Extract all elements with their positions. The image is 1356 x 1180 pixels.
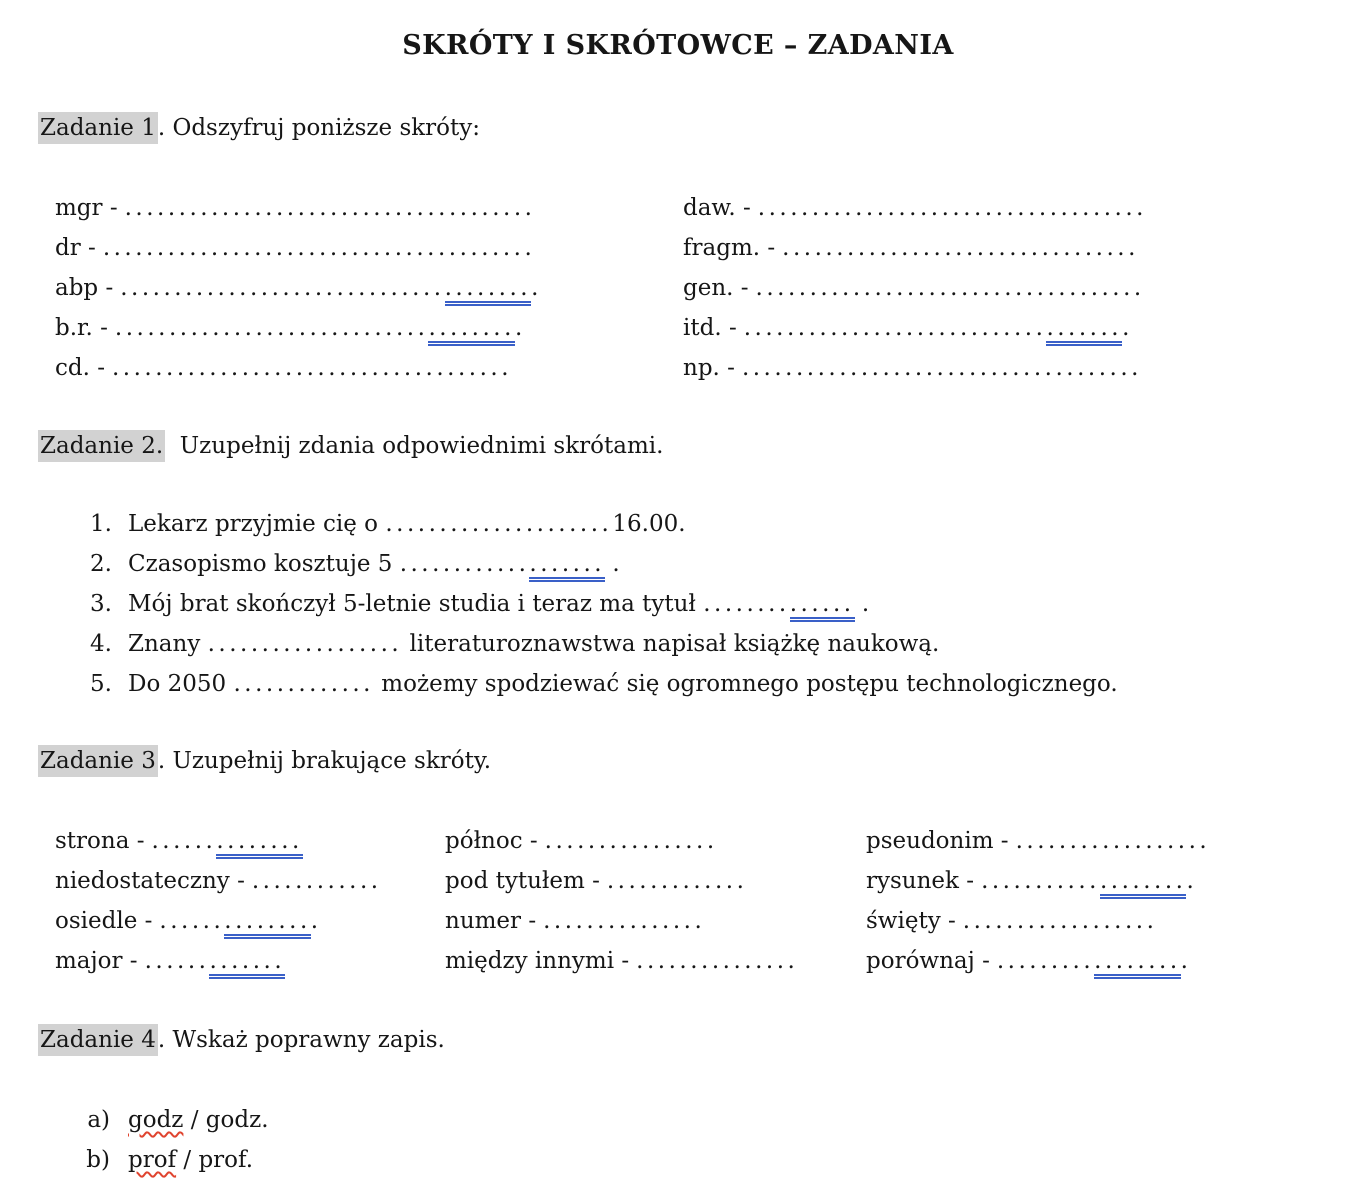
dotted-blank-tail: . (1122, 315, 1133, 341)
task4-label: Zadanie 4 (38, 1024, 158, 1056)
task3-column-3 (866, 821, 1210, 981)
page-title: SKRÓTY I SKRÓTOWCE – ZADANIA (402, 30, 954, 61)
choice-rest: / godz. (183, 1107, 269, 1133)
abbr-row-pod-tytulem (445, 861, 798, 901)
abbr-term: święty - (866, 908, 956, 934)
sentence-pre: Znany (128, 631, 208, 657)
dotted-blank: ..................... (385, 511, 613, 537)
sentence-post: literaturoznawstwa napisał książkę naukową. (402, 631, 940, 657)
task2-instruction: Uzupełnij zdania odpowiednimi skrótami. (165, 433, 664, 459)
task3-instruction: . Uzupełnij brakujące skróty. (157, 748, 492, 774)
choice-item-b (72, 1140, 269, 1180)
abbr-row-numer (445, 901, 798, 941)
dotted-blank: .................. (207, 631, 403, 657)
task3-column-1 (55, 821, 382, 981)
dotted-blank: ......... (996, 948, 1095, 974)
choice-rest: / prof. (176, 1147, 254, 1173)
dotted-blank: .................. (1015, 828, 1211, 854)
abbr-row-major (55, 941, 382, 981)
choice-text (128, 1100, 269, 1140)
abbr-term: major - (55, 948, 138, 974)
sentence-post: 16.00. (612, 511, 686, 537)
dotted-blank-grammar: ....... (529, 551, 605, 582)
item-letter: b) (86, 1147, 110, 1173)
dotted-blank-grammar: ........ (428, 315, 515, 346)
item-number: 3. (90, 591, 112, 617)
abbr-term: np. - (683, 355, 735, 381)
sentence (128, 624, 939, 664)
dotted-blank: .................................... (757, 195, 1147, 221)
abbr-row-br (55, 308, 542, 348)
abbr-row-strona (55, 821, 382, 861)
task4-header (38, 1020, 445, 1060)
abbr-term: dr - (55, 235, 96, 261)
sentence (128, 544, 620, 584)
sentence-item-5 (70, 664, 1118, 704)
dotted-blank: ............... (636, 948, 799, 974)
task2-label: Zadanie 2. (38, 430, 165, 462)
dotted-blank: ........................................ (102, 235, 536, 261)
abbr-term: numer - (445, 908, 537, 934)
task3-column-2 (445, 821, 798, 981)
dotted-blank-grammar: ........ (445, 275, 532, 306)
dotted-blank: ............ (251, 868, 382, 894)
abbr-term: fragm. - (683, 235, 776, 261)
dotted-blank: ................................. (782, 235, 1139, 261)
abbr-row-rysunek (866, 861, 1210, 901)
abbr-row-abp (55, 268, 542, 308)
dotted-blank-tail: . (310, 908, 322, 934)
dotted-blank-grammar: ........ (1100, 868, 1187, 899)
abbr-term: itd. - (683, 315, 737, 341)
sentence (128, 584, 869, 624)
abbr-row-daw (683, 188, 1147, 228)
dotted-blank: ...................................... (124, 195, 536, 221)
dotted-blank-tail: . (514, 315, 526, 341)
dotted-blank-tail: . (531, 275, 542, 301)
abbr-term: osiedle - (55, 908, 153, 934)
abbr-term: rysunek - (866, 868, 975, 894)
dotted-blank: ........... (981, 868, 1100, 894)
abbr-row-polnoc (445, 821, 798, 861)
abbr-term: porównaj - (866, 948, 990, 974)
item-letter: a) (87, 1107, 110, 1133)
dotted-blank-grammar: ...... (790, 591, 855, 622)
abbr-row-itd (683, 308, 1147, 348)
abbr-row-mgr (55, 188, 542, 228)
dotted-blank-grammar: ........ (224, 908, 311, 939)
sentence-item-3 (70, 584, 1118, 624)
dotted-blank: ................ (544, 828, 718, 854)
abbr-term: północ - (445, 828, 538, 854)
task1-left-column (55, 188, 542, 388)
abbr-term: cd. - (55, 355, 105, 381)
abbr-term: między innymi - (445, 948, 630, 974)
abbr-term: b.r. - (55, 315, 108, 341)
dotted-blank: ..................................... (112, 355, 513, 381)
abbr-term: gen. - (683, 275, 749, 301)
task2-header (38, 426, 663, 466)
dotted-blank: ............................. (114, 315, 429, 341)
dotted-blank: ...... (159, 908, 225, 934)
abbr-row-cd (55, 348, 542, 388)
dotted-blank: ..................................... (741, 355, 1142, 381)
dotted-blank: .................................... (755, 275, 1145, 301)
choice-text (128, 1140, 253, 1180)
abbr-row-dr (55, 228, 542, 268)
abbr-row-gen (683, 268, 1147, 308)
misspelled-word: godz (128, 1107, 184, 1133)
sentence-pre: Do 2050 (128, 671, 234, 697)
sentence-pre: Mój brat skończył 5-letnie studia i teraz ma tytuł (128, 591, 704, 617)
dotted-blank: ............ (399, 551, 530, 577)
abbr-term: strona - (55, 828, 145, 854)
sentence-item-4 (70, 624, 1118, 664)
sentence-post: . (854, 591, 870, 617)
task4-list (72, 1100, 269, 1180)
abbr-term: mgr - (55, 195, 118, 221)
item-number: 5. (90, 671, 112, 697)
sentence-item-2 (70, 544, 1118, 584)
task1-instruction: . Odszyfruj poniższe skróty: (157, 115, 481, 141)
sentence (128, 504, 686, 544)
dotted-blank-tail: . (1186, 868, 1198, 894)
sentence-pre: Czasopismo kosztuje 5 (128, 551, 400, 577)
dotted-blank: ...... (151, 828, 217, 854)
sentence-post: . (605, 551, 620, 577)
abbr-row-osiedle (55, 901, 382, 941)
abbr-row-swiety (866, 901, 1210, 941)
dotted-blank: ............. (233, 671, 374, 697)
abbr-term: abp - (55, 275, 114, 301)
dotted-blank: .............................. (120, 275, 445, 301)
task1-label: Zadanie 1 (38, 112, 158, 144)
abbr-row-np (683, 348, 1147, 388)
sentence (128, 664, 1118, 704)
dotted-blank: .................. (962, 908, 1158, 934)
abbr-row-miedzy-innymi (445, 941, 798, 981)
abbr-term: niedostateczny - (55, 868, 245, 894)
abbr-row-pseudonim (866, 821, 1210, 861)
sentence-post: możemy spodziewać się ogromnego postępu technologicznego. (374, 671, 1118, 697)
item-number: 2. (90, 551, 112, 577)
dotted-blank-grammar: ........ (216, 828, 303, 859)
item-number: 4. (90, 631, 112, 657)
dotted-blank: ............... (543, 908, 706, 934)
item-number: 1. (90, 511, 112, 537)
dotted-blank-grammar: ....... (209, 948, 285, 979)
abbr-row-fragm (683, 228, 1147, 268)
dotted-blank-tail: . (1180, 948, 1192, 974)
abbr-term: pseudonim - (866, 828, 1009, 854)
task1-right-column (683, 188, 1147, 388)
dotted-blank: ...... (144, 948, 210, 974)
misspelled-word: prof (128, 1147, 177, 1173)
dotted-blank: ............. (606, 868, 748, 894)
dotted-blank-grammar: ........ (1094, 948, 1181, 979)
choice-item-a (72, 1100, 269, 1140)
task4-instruction: . Wskaż poprawny zapis. (157, 1027, 445, 1053)
abbr-row-niedostateczny (55, 861, 382, 901)
dotted-blank: ........ (703, 591, 790, 617)
abbr-row-porownaj (866, 941, 1210, 981)
abbr-term: daw. - (683, 195, 751, 221)
dotted-blank: ............................ (743, 315, 1047, 341)
task3-header (38, 741, 491, 781)
task3-label: Zadanie 3 (38, 745, 158, 777)
dotted-blank-grammar: ....... (1046, 315, 1122, 346)
task2-list (70, 504, 1118, 704)
abbr-term: pod tytułem - (445, 868, 600, 894)
task1-header (38, 108, 480, 148)
sentence-item-1 (70, 504, 1118, 544)
sentence-pre: Lekarz przyjmie cię o (128, 511, 386, 537)
